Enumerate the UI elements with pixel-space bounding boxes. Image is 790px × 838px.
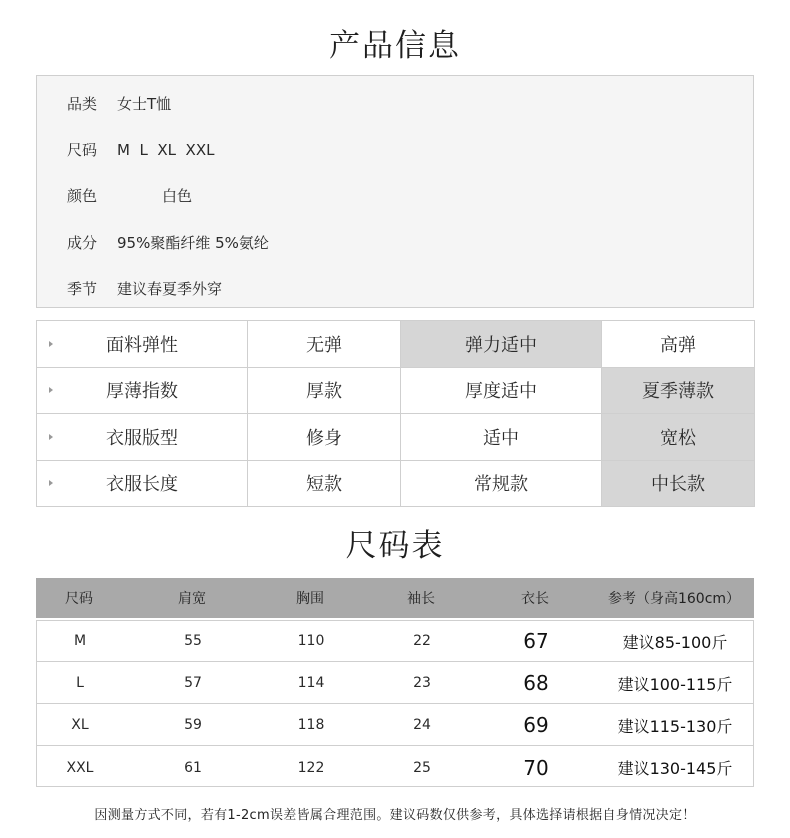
category-value: 女士T恤 [117,95,172,113]
triangle-bullet-icon [49,387,53,393]
size-table-header [36,578,754,618]
attribute-name [37,321,248,368]
cell-length: 67 [523,629,549,653]
attribute-row [37,414,755,461]
cell-shoulder: 57 [184,675,202,691]
cell-shoulder: 55 [184,633,202,649]
size-value: M L XL XXL [117,141,215,159]
cell-chest: 122 [297,759,325,776]
table-row [37,705,753,746]
attribute-option: 高弹 [602,321,755,368]
attribute-option: 无弹 [248,321,401,368]
header-reference: 参考（身高160cm） [607,591,741,607]
table-row [37,747,753,788]
attribute-name-label: 衣服长度 [106,474,178,496]
color-label: 颜色 [67,187,98,205]
cell-shoulder: 61 [184,759,202,776]
cell-sleeve: 23 [413,675,431,691]
attribute-name-label: 面料弹性 [106,334,178,356]
cell-size: XXL [66,759,94,776]
attribute-option: 弹力适中 [401,321,602,368]
size-chart-title: 尺码表 [345,528,445,564]
cell-reference: 建议85-100斤 [622,632,728,652]
attribute-table [36,320,755,507]
info-row-category [67,93,171,114]
attribute-name [37,414,248,461]
attribute-name [37,367,248,414]
cell-chest: 114 [297,675,325,691]
cell-sleeve: 24 [413,717,431,733]
attribute-row [37,321,755,368]
category-label: 品类 [67,95,98,113]
material-label: 成分 [67,234,98,252]
info-row-material [67,232,269,253]
header-length: 衣长 [521,591,549,607]
header-chest: 胸围 [296,591,324,607]
header-shoulder: 肩宽 [178,591,206,607]
attribute-name-label: 衣服版型 [106,427,178,449]
cell-chest: 110 [297,633,325,649]
attribute-row [37,460,755,507]
cell-size: M [73,633,87,649]
attribute-option: 厚度适中 [401,367,602,414]
attribute-option: 短款 [248,460,401,507]
cell-reference: 建议130-145斤 [617,759,733,778]
cell-reference: 建议115-130斤 [617,716,733,736]
triangle-bullet-icon [49,434,53,440]
triangle-bullet-icon [49,341,53,347]
product-info-box [36,75,754,308]
season-label: 季节 [67,280,98,298]
cell-sleeve: 25 [413,759,431,776]
cell-length: 68 [523,671,549,695]
cell-reference: 建议100-115斤 [617,674,733,694]
attribute-option: 中长款 [602,460,755,507]
attribute-option: 适中 [401,414,602,461]
cell-chest: 118 [297,717,325,733]
table-row [37,621,753,662]
header-sleeve: 袖长 [407,591,435,607]
attribute-option: 厚款 [248,367,401,414]
material-value: 95%聚酯纤维 5%氨纶 [117,234,269,252]
cell-size: L [76,675,84,691]
color-value: 白色 [162,187,193,205]
footer-note: 因测量方式不同，若有1-2cm误差皆属合理范围。建议码数仅供参考，具体选择请根据自身情况决定！ [94,808,696,823]
table-row [37,663,753,704]
attribute-option: 修身 [248,414,401,461]
attribute-option: 常规款 [401,460,602,507]
cell-length: 69 [523,713,549,737]
attribute-row [37,367,755,414]
size-table-body [36,620,754,787]
season-value: 建议春夏季外穿 [117,280,223,298]
info-row-color [67,185,192,206]
cell-sleeve: 22 [413,633,431,649]
triangle-bullet-icon [49,480,53,486]
size-label: 尺码 [67,141,98,159]
cell-shoulder: 59 [184,717,202,733]
product-info-title: 产品信息 [329,28,461,64]
attribute-option: 夏季薄款 [602,367,755,414]
info-row-size [67,139,214,160]
attribute-name-label: 厚薄指数 [106,381,178,403]
attribute-option: 宽松 [602,414,755,461]
cell-length: 70 [523,755,549,780]
cell-size: XL [71,717,89,733]
info-row-season [67,278,222,299]
header-size: 尺码 [65,591,93,607]
attribute-name [37,460,248,507]
